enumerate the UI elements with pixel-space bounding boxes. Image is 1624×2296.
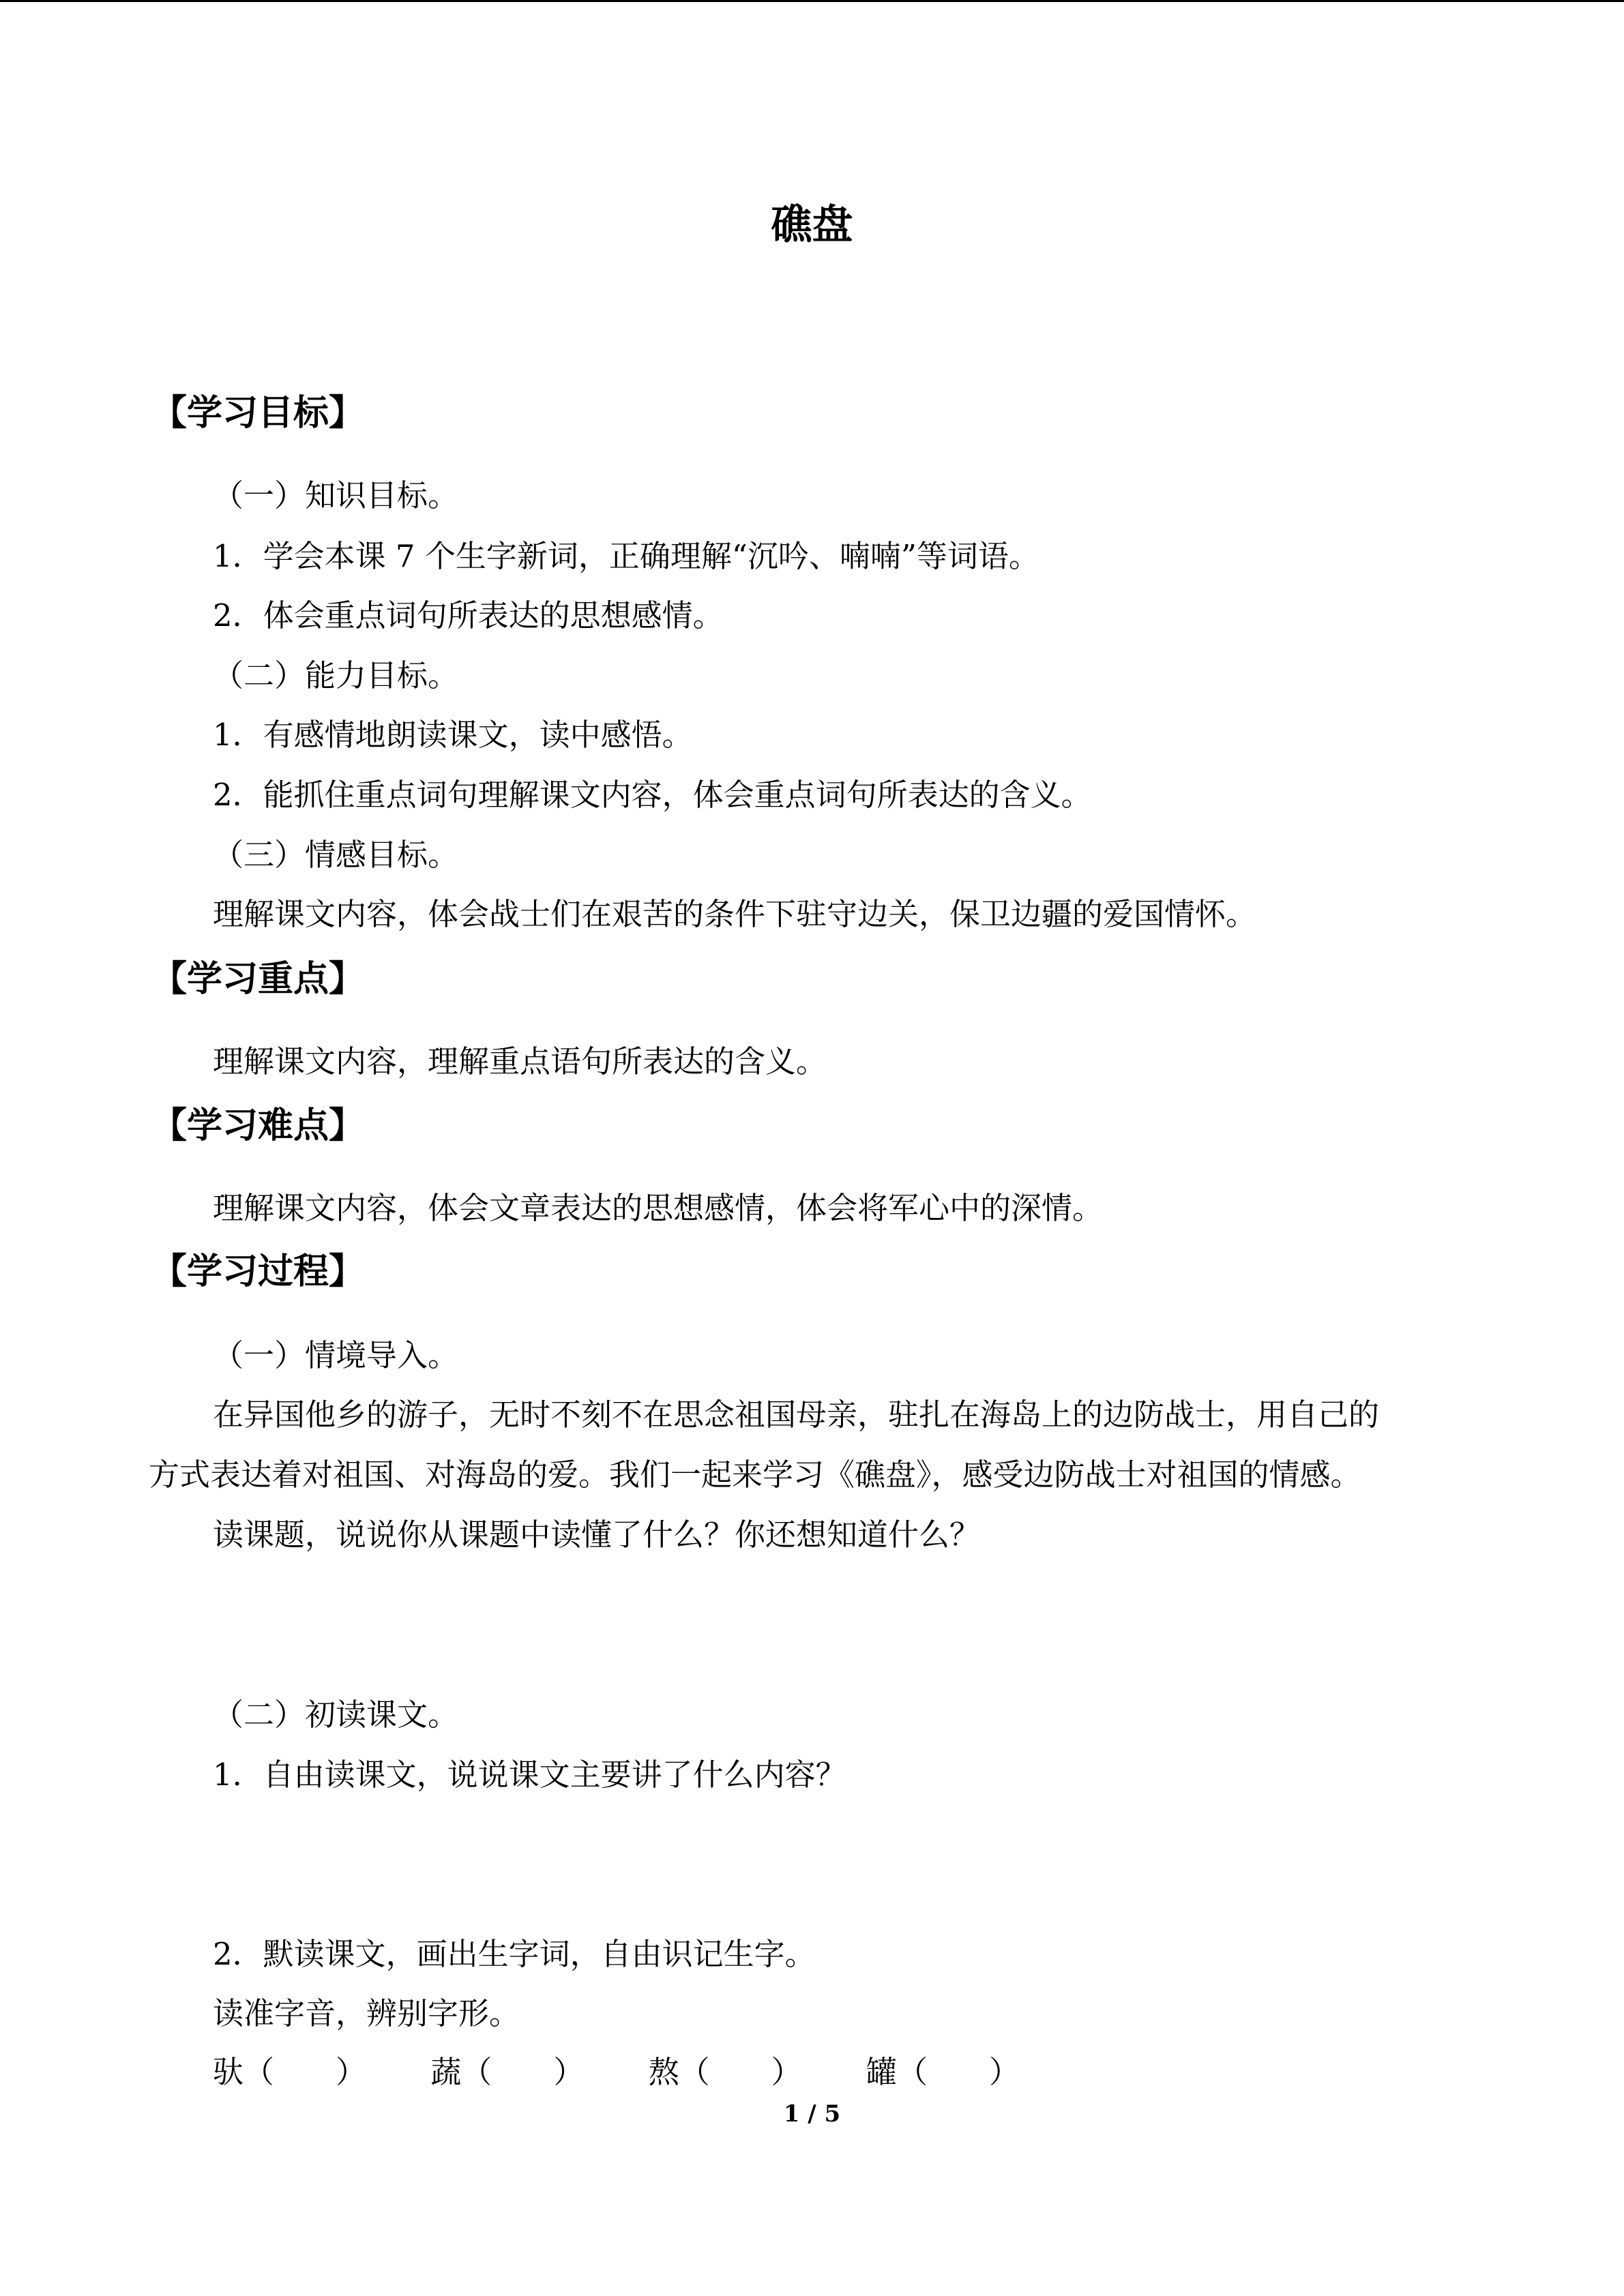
key-text: 理解课文内容，理解重点语句所表达的含义。 bbox=[213, 1043, 827, 1079]
process-intro-question: 读课题，说说你从课题中读懂了什么？你还想知道什么？ bbox=[213, 1517, 981, 1553]
page-number: 1 / 5 bbox=[783, 2100, 841, 2128]
goal-knowledge-2: 2．体会重点词句所表达的思想感情。 bbox=[213, 597, 724, 633]
section-heading-difficulty: 【学习难点】 bbox=[151, 1105, 365, 1146]
pinyin-item: 驮（ ） bbox=[213, 2054, 367, 2090]
process-intro-paragraph-line1: 在异国他乡的游子，无时不刻不在思念祖国母亲，驻扎在海岛上的边防战士，用自己的 bbox=[213, 1397, 1380, 1433]
pinyin-item: 蔬（ ） bbox=[430, 2054, 585, 2090]
process-intro-paragraph-line2: 方式表达着对祖国、对海岛的爱。我们一起来学习《礁盘》，感受边防战士对祖国的情感。 bbox=[149, 1457, 1361, 1493]
goal-ability-2: 2．能抓住重点词句理解课文内容，体会重点词句所表达的含义。 bbox=[213, 777, 1092, 813]
process-read: （二）初读课文。 bbox=[213, 1697, 459, 1733]
goal-knowledge: （一）知识目标。 bbox=[213, 477, 459, 513]
goal-emotion-text: 理解课文内容，体会战士们在艰苦的条件下驻守边关，保卫边疆的爱国情怀。 bbox=[213, 896, 1257, 932]
pinyin-exercise-row bbox=[213, 2054, 1074, 2090]
pinyin-item: 罐（ ） bbox=[866, 2054, 1020, 2090]
section-heading-key: 【学习重点】 bbox=[151, 958, 365, 1000]
section-heading-process: 【学习过程】 bbox=[151, 1251, 365, 1292]
process-read-2: 2．默读课文，画出生字词，自由识记生字。 bbox=[213, 1936, 816, 1972]
page-title: 礁盘 bbox=[771, 201, 853, 249]
process-intro: （一）情境导入。 bbox=[213, 1337, 459, 1373]
goal-ability-1: 1．有感情地朗读课文，读中感悟。 bbox=[213, 717, 693, 753]
goal-ability: （二）能力目标。 bbox=[213, 657, 459, 694]
pinyin-item: 熬（ ） bbox=[648, 2054, 802, 2090]
section-heading-goals: 【学习目标】 bbox=[151, 392, 365, 434]
process-read-1: 1．自由读课文，说说课文主要讲了什么内容？ bbox=[213, 1757, 846, 1793]
difficulty-text: 理解课文内容，体会文章表达的思想感情，体会将军心中的深情。 bbox=[213, 1190, 1104, 1226]
goal-emotion: （三）情感目标。 bbox=[213, 837, 459, 873]
top-border bbox=[0, 0, 1624, 2]
process-read-3: 读准字音，辨别字形。 bbox=[213, 1995, 520, 2031]
goal-knowledge-1: 1．学会本课 7 个生字新词，正确理解“沉吟、喃喃”等词语。 bbox=[213, 538, 1039, 574]
